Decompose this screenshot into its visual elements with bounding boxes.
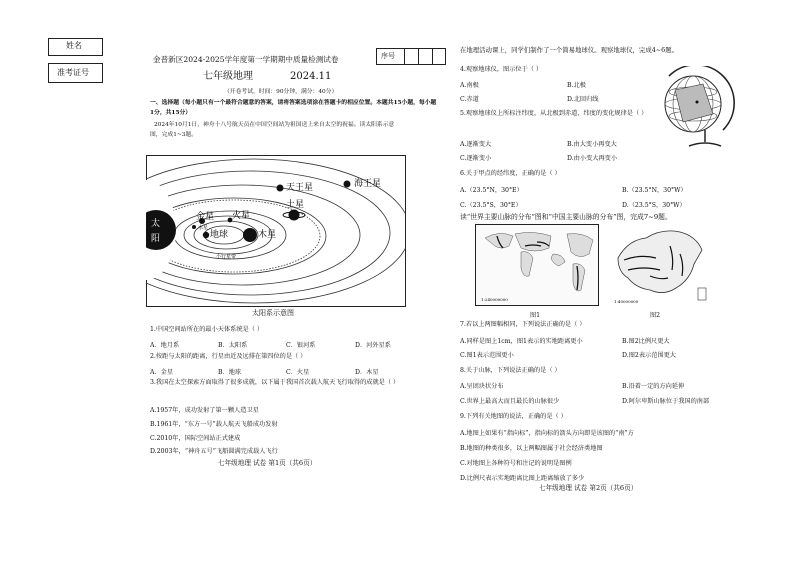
q5-option-a[interactable]: A.逐渐变大 (460, 141, 492, 148)
q8-option-c[interactable]: C.世界上最高大而且最长的山脉很少 (460, 398, 560, 405)
q1-option-a[interactable]: A．地月系 (150, 342, 180, 349)
q7-option-c[interactable]: C.图1表示范围更小 (460, 352, 514, 359)
q6-option-c[interactable]: C.（23.5°S，30°E） (460, 202, 522, 209)
q8-stem: 8.关于山脉，下列说法正确的是（ ） (460, 367, 561, 374)
q1-stem: 1.中国空间站所在的最小天体系统是（ ） (150, 326, 264, 333)
q7-option-b[interactable]: B.图2比例尺更大 (622, 338, 670, 345)
q4-option-a[interactable]: A.南极 (460, 82, 479, 89)
point-jia-icon (696, 101, 699, 104)
jupiter-icon (243, 228, 257, 242)
q5-option-c[interactable]: C.逐渐变小 (460, 155, 492, 162)
section1-intro-line1: 2024年10月1日，神舟十八号航天员在中国空间站为祖国送上来自太空的祝福。读太阳系示意 (154, 122, 395, 128)
sun-label-1: 太 (151, 219, 161, 229)
q9-option-a[interactable]: A.地图上如果有“指向标”，指向标的箭头方向即是该图的“南”方 (460, 430, 634, 437)
q2-stem: 2.按距与太阳的距离，行星由近及远排在第四位的是（ ） (150, 353, 307, 360)
q4-option-c[interactable]: C.赤道 (460, 96, 479, 103)
q2-option-b[interactable]: B．地球 (218, 369, 242, 376)
q5-stem: 5.观察地球仪上所标注纬度，从北极到赤道，纬度的变化规律是（ ） (460, 110, 648, 117)
jupiter-label: 木星 (258, 230, 277, 240)
q3-option-a[interactable]: A.1957年，成功发射了第一颗人造卫星 (150, 407, 259, 414)
fig2-caption: 图2 (650, 312, 661, 319)
fig1-caption: 图1 (530, 312, 541, 319)
china-mountains-map (610, 224, 712, 306)
earth-label: 地球 (210, 230, 229, 240)
uranus-label: 天王星 (286, 183, 314, 193)
name-label: 姓名 (66, 41, 82, 50)
q7-stem: 7.若以上两图幅相同，下列说法正确的是（ ） (460, 321, 586, 328)
globe-base (689, 143, 721, 146)
q6-option-b[interactable]: B.（23.5°N，30°W） (622, 187, 687, 194)
subject-title: 七年级地理 (203, 71, 253, 82)
exam-info: （开卷考试，时间：90分钟，满分：40分） (224, 89, 338, 95)
section1-heading-line2: 1分，共15分） (150, 110, 192, 116)
q8-option-b[interactable]: B.沿着一定的方向延伸 (622, 383, 685, 390)
q2-option-d[interactable]: D．木星 (355, 369, 379, 376)
sun-label-2: 阳 (151, 234, 161, 244)
neptune-icon (344, 181, 351, 188)
china-outline (618, 231, 702, 293)
exam-date: 2024.11 (290, 71, 332, 82)
mercury-icon (192, 225, 196, 229)
mars-label: 火星 (232, 211, 251, 221)
q9-option-d[interactable]: D.比例尺表示实地距离比图上距离缩放了多少 (460, 475, 585, 482)
q3-option-d[interactable]: D.2003年，“神舟五号”飞船圆满完成载人飞行 (150, 448, 278, 455)
q6-option-d[interactable]: D.（23.5°S，30°W） (622, 202, 686, 209)
solar-diagram-caption: 太阳系示意图 (252, 309, 294, 317)
seat-divider-3 (432, 48, 433, 65)
world-mountains-map (475, 224, 599, 306)
q9-option-b[interactable]: B.地图的种类很多，以上两幅图属于社会经济类地图 (460, 445, 603, 452)
mercury-label: 水星 (198, 225, 209, 231)
q3-option-c[interactable]: C.2010年，国际空间站正式建成 (150, 435, 241, 442)
q1-option-d[interactable]: D．河外星系 (355, 342, 391, 349)
q1-option-b[interactable]: B．太阳系 (218, 342, 248, 349)
q8-option-d[interactable]: D.阿尔卑斯山脉位于我国的南部 (622, 398, 710, 405)
q6-option-a[interactable]: A.（23.5°N，30°E） (460, 187, 523, 194)
neptune-label: 海王星 (354, 179, 382, 189)
saturn-label: 土星 (286, 200, 305, 210)
maps-intro: 读“世界主要山脉的分布”图和“中国主要山脉的分布”图，完成7~9题。 (460, 213, 672, 221)
seat-label: 序号 (381, 52, 395, 60)
uranus-icon (277, 185, 284, 192)
q4-option-b[interactable]: B.北极 (567, 82, 586, 89)
south-china-sea-inset (698, 288, 706, 300)
q5-option-d[interactable]: D.由小变大再变小 (567, 155, 618, 162)
q3-stem: 3.我国在太空探索方面取得了很多成就，以下属于我国首次载人航天飞行取得的成就是（ ） (150, 379, 400, 386)
q7-option-d[interactable]: D.图2表示范围更大 (622, 352, 676, 359)
china-map-scale: 1:40000000 (614, 299, 639, 304)
solar-system-diagram (146, 155, 406, 307)
q2-option-a[interactable]: A．金星 (150, 369, 174, 376)
q7-option-a[interactable]: A.同样是图上1cm，图1表示的实地距离更小 (460, 338, 583, 345)
section1-intro-line2: 图，完成1~3题。 (150, 132, 198, 138)
asteroid-belt-label: 小行星带 (216, 254, 237, 260)
world-map-scale: 1:240000000 (481, 297, 508, 302)
right-intro: 在地理活动课上，同学们制作了一个简易地球仪。观察地球仪，完成4~6题。 (460, 46, 678, 54)
q5-option-b[interactable]: B.由大变小再变大 (567, 141, 617, 148)
footer-left: 七年级地理 试卷 第1页（共6页） (218, 459, 317, 467)
earth-icon (203, 232, 209, 238)
venus-label: 金星 (196, 212, 215, 222)
q6-stem: 6.关于甲点的经纬度，正确的是（ ） (460, 170, 561, 177)
saturn-icon (289, 210, 300, 221)
q8-option-a[interactable]: A.呈团块状分布 (460, 383, 504, 390)
q4-stem: 4.观察地球仪，图示位于（ ） (460, 66, 543, 73)
q1-option-c[interactable]: C．银河系 (286, 342, 316, 349)
q9-stem: 9.下列有关地图的说法，正确的是（ ） (460, 413, 567, 420)
q9-option-c[interactable]: C.对地图上各种符号和注记的说明是图例 (460, 460, 572, 467)
section1-heading-line1: 一、选择题（每小题只有一个最符合题意的答案，请将答案选项涂在答题卡的相应位置。本题共15小题，每小题 (150, 100, 437, 106)
q3-option-b[interactable]: B.1961年，“东方一号”载人航天飞船成功发射 (150, 421, 278, 428)
q2-option-c[interactable]: C．火星 (286, 369, 310, 376)
q4-option-d[interactable]: D.北回归线 (567, 96, 599, 103)
exam-title: 金普新区2024-2025学年度第一学期期中质量检测试卷 (153, 55, 339, 64)
footer-right: 七年级地理 试卷 第2页（共6页） (539, 484, 638, 492)
globe-illustration (653, 66, 739, 152)
seat-divider-1 (404, 48, 405, 65)
seat-divider-2 (418, 48, 419, 65)
id-label: 准考证号 (57, 68, 89, 77)
